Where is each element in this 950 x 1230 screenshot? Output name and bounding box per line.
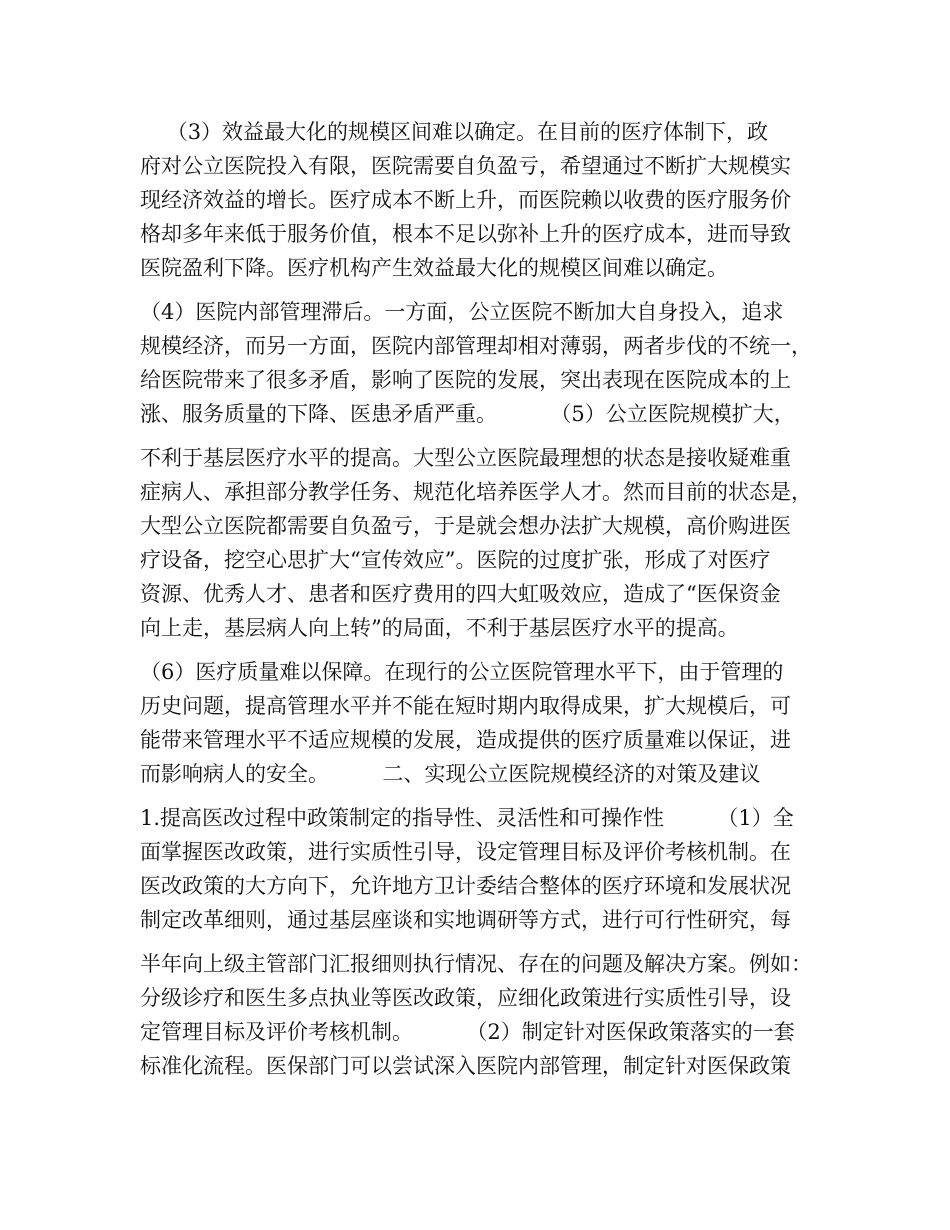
- text-line: 格却多年来低于服务价值，根本不足以弥补上升的医疗成本，进而导致: [140, 222, 791, 246]
- text-line: 半年向上级主管部门汇报细则执行情况、存在的问题及解决方案。例如：: [140, 952, 812, 976]
- text-line: 资源、优秀人才、患者和医疗费用的四大虹吸效应，造成了“医保资金: [140, 582, 781, 606]
- text-line: 制定改革细则，通过基层座谈和实地调研等方式，进行可行性研究，每: [140, 908, 791, 932]
- text-line: 医院盈利下降。医疗机构产生效益最大化的规模区间难以确定。: [140, 256, 728, 280]
- text-line: 而影响病人的安全。 二、实现公立医院规模经济的对策及建议: [140, 762, 761, 786]
- text-line: 历史问题，提高管理水平并不能在短时期内取得成果，扩大规模后，可: [140, 694, 791, 718]
- text-line: 分级诊疗和医生多点执业等医改政策，应细化政策进行实质性引导，设: [140, 986, 791, 1010]
- text-line: 定管理目标及评价考核机制。 （2）制定针对医保政策落实的一套: [140, 1020, 795, 1044]
- text-line: （4）医院内部管理滞后。一方面，公立医院不断加大自身投入，追求: [140, 300, 784, 324]
- text-line: 1.提高医改过程中政策制定的指导性、灵活性和可操作性 （1）全: [140, 806, 794, 830]
- text-line: 疗设备，挖空心思扩大“宣传效应”。医院的过度扩张，形成了对医疗: [140, 548, 771, 572]
- text-line: （6）医疗质量难以保障。在现行的公立医院管理水平下，由于管理的: [140, 660, 784, 684]
- text-line: 标准化流程。医保部门可以尝试深入医院内部管理，制定针对医保政策: [140, 1054, 791, 1078]
- text-line: 不利于基层医疗水平的提高。大型公立医院最理想的状态是接收疑难重: [140, 446, 791, 470]
- text-line: 症病人、承担部分教学任务、规范化培养医学人才。然而目前的状态是，: [140, 480, 812, 504]
- text-line: 现经济效益的增长。医疗成本不断上升，而医院赖以收费的医疗服务价: [140, 188, 791, 212]
- text-line: 向上走，基层病人向上转”的局面，不利于基层医疗水平的提高。: [140, 616, 739, 640]
- text-line: 府对公立医院投入有限，医院需要自负盈亏，希望通过不断扩大规模实: [140, 154, 791, 178]
- text-line: 能带来管理水平不适应规模的发展，造成提供的医疗质量难以保证，进: [140, 728, 791, 752]
- text-line: 给医院带来了很多矛盾，影响了医院的发展，突出表现在医院成本的上: [140, 368, 791, 392]
- text-line: （3）效益最大化的规模区间难以确定。在目前的医疗体制下，政: [140, 120, 769, 144]
- text-line: 面掌握医改政策，进行实质性引导，设定管理目标及评价考核机制。在: [140, 840, 791, 864]
- text-line: 规模经济，而另一方面，医院内部管理却相对薄弱，两者步伐的不统一，: [140, 334, 812, 358]
- text-line: 大型公立医院都需要自负盈亏，于是就会想办法扩大规模，高价购进医: [140, 514, 791, 538]
- text-line: 医改政策的大方向下，允许地方卫计委结合整体的医疗环境和发展状况: [140, 874, 791, 898]
- text-line: 涨、服务质量的下降、医患矛盾严重。 （5）公立医院规模扩大，: [140, 402, 795, 426]
